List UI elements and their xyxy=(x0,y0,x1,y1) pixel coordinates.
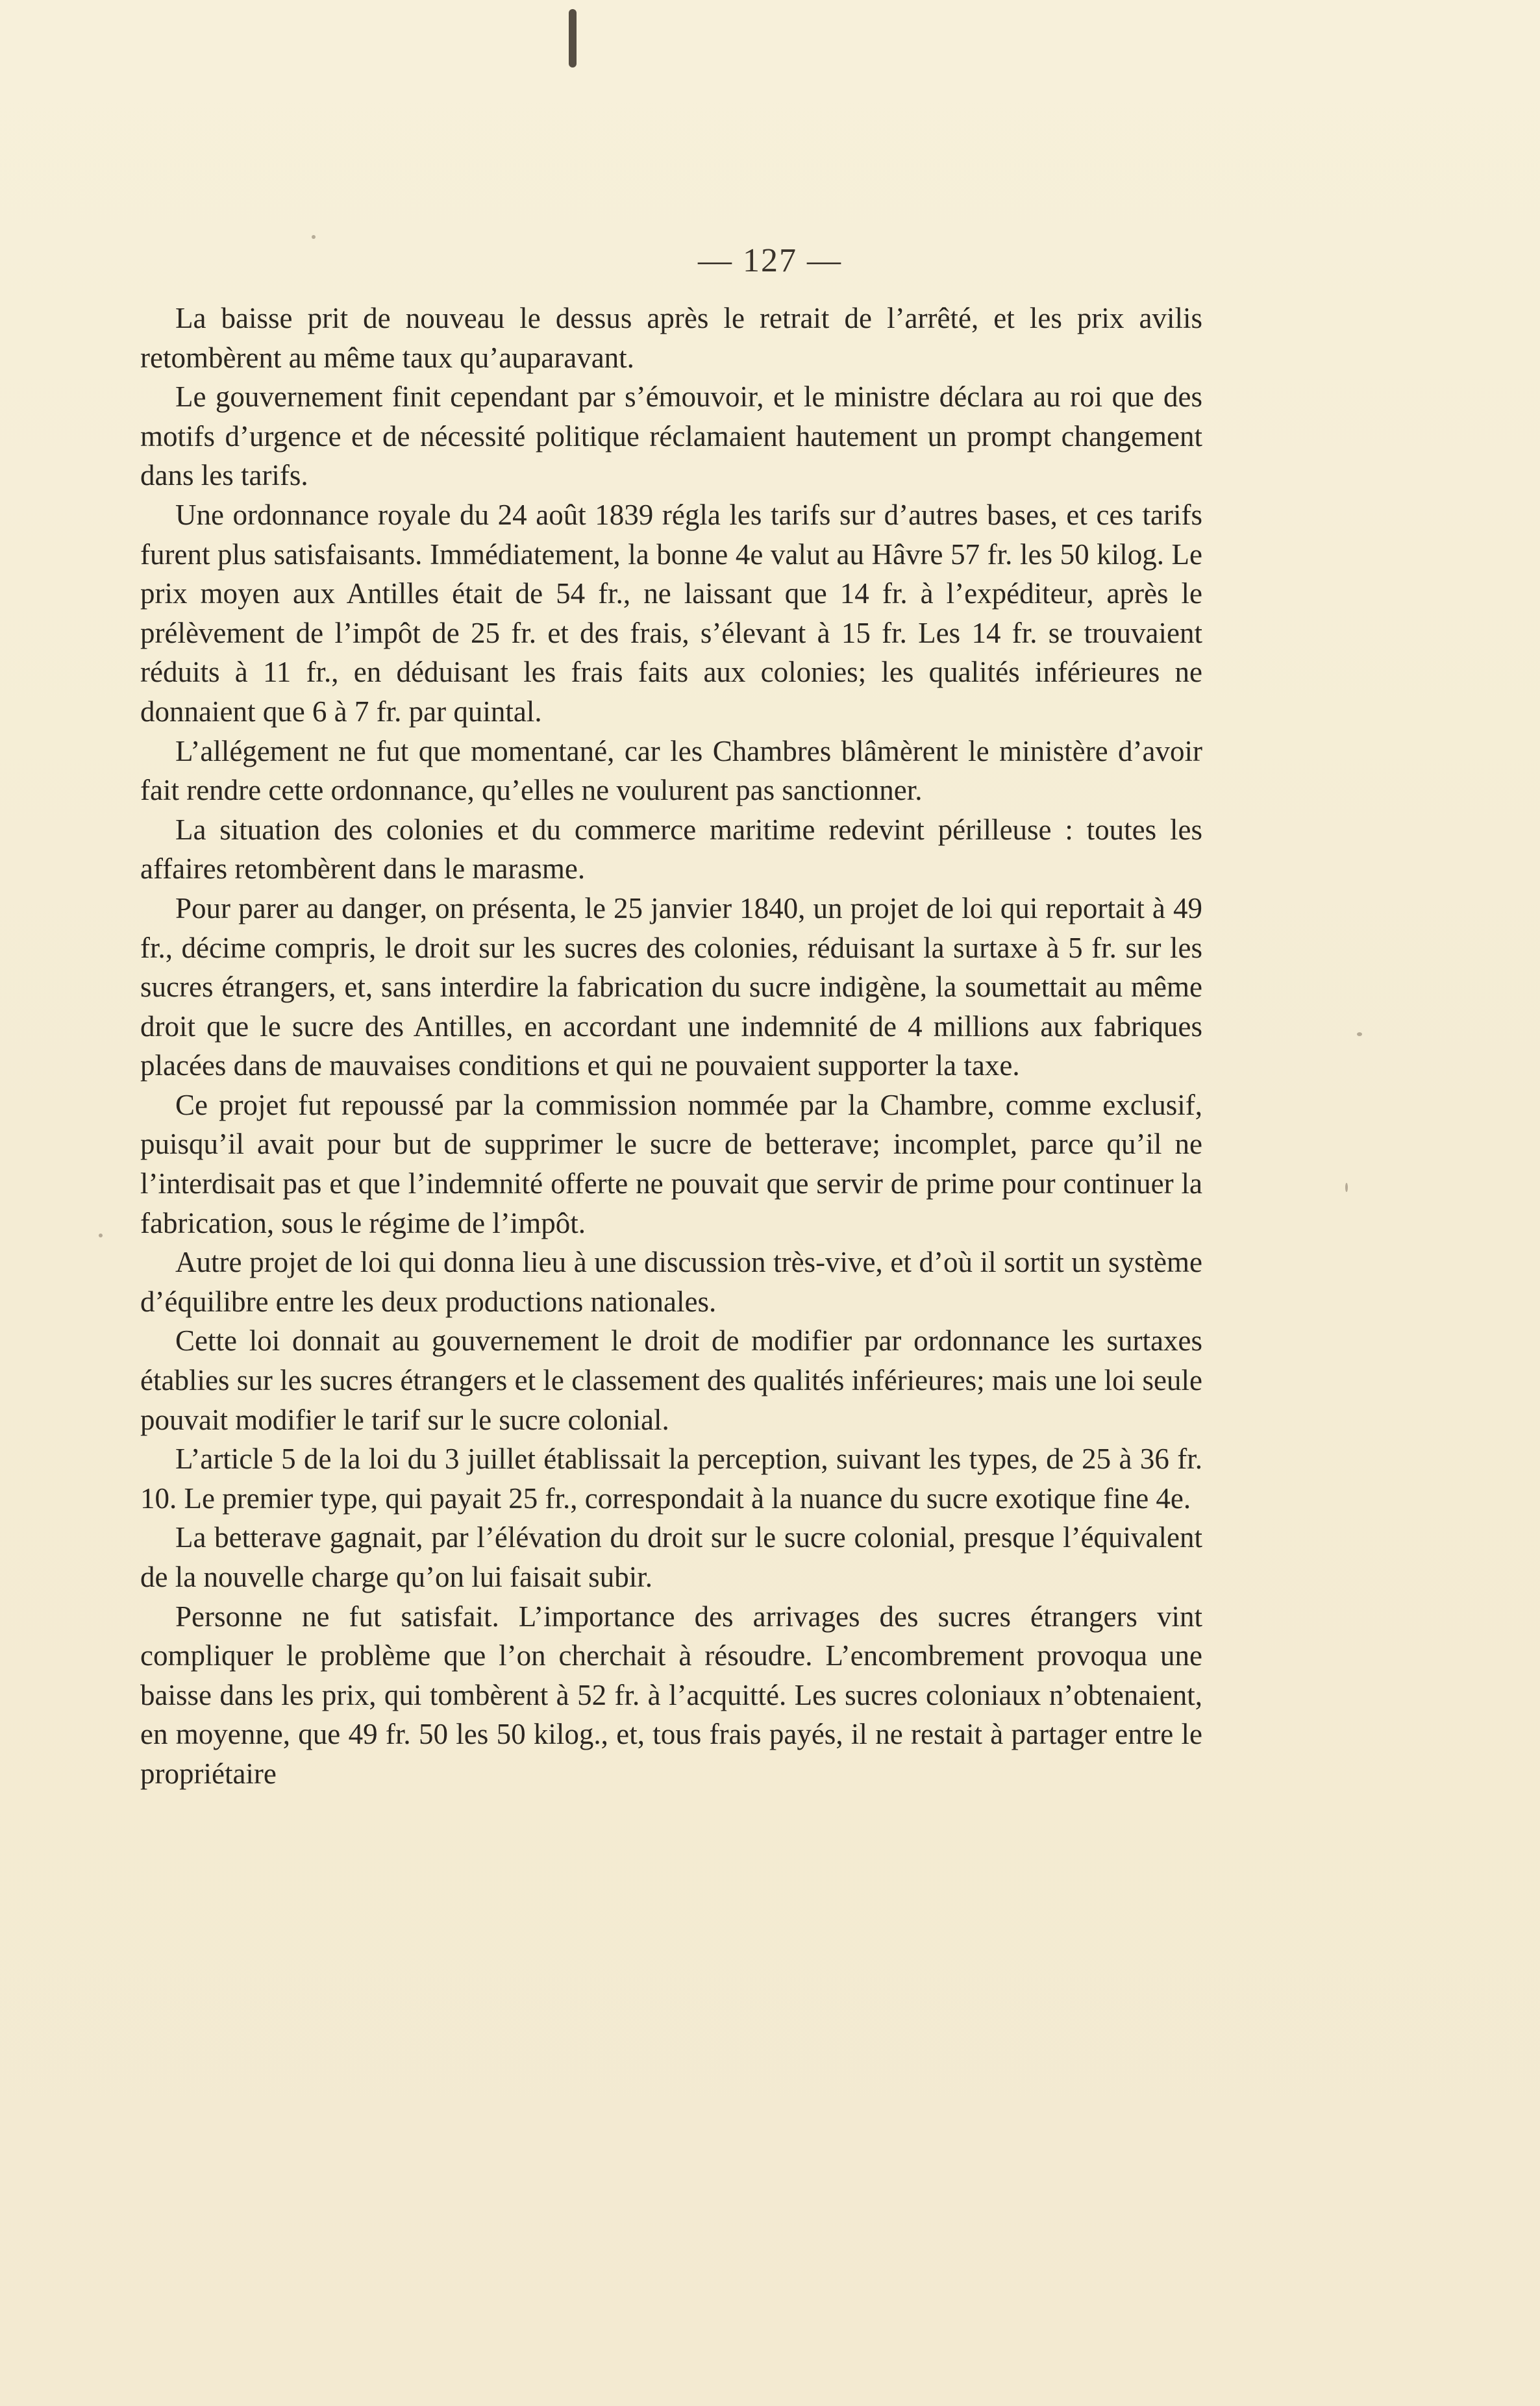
paragraph: La betterave gagnait, par l’élévation du droit sur le sucre colonial, presque l’équivalent de la nouvelle charge qu’on lui faisait subir. xyxy=(140,1521,1202,1593)
paper-speck xyxy=(1357,1032,1362,1036)
page-number: — 127 — xyxy=(698,242,842,279)
paper-speck xyxy=(99,1234,103,1237)
paragraph: L’article 5 de la loi du 3 juillet établissait la perception, suivant les types, de 25 à 36 fr. 10. Le premier type, qui payait 25 fr., correspondait à la nuance du sucre exotique fine 4e. xyxy=(140,1443,1202,1515)
paragraph: Pour parer au danger, on présenta, le 25 janvier 1840, un projet de loi qui reportait à 49 fr., décime compris, le droit sur les sucres des colonies, réduisant la surtaxe à 5 fr. sur les sucres étrangers, et, sans interdire la fabrication du sucre indigène, la soumettait au même droit que le sucre des Antilles, en accordant une indemnité de 4 millions aux fabriques placées dans de mauvaises conditions et qui ne pouvaient supporter la taxe. xyxy=(140,891,1202,1082)
paper-speck xyxy=(312,235,316,239)
paragraph: L’allégement ne fut que momentané, car les Chambres blâmèrent le ministère d’avoir fait rendre cette ordonnance, qu’elles ne voulurent pas sanctionner. xyxy=(140,734,1202,807)
paragraph: Ce projet fut repoussé par la commission nommée par la Chambre, comme exclusif, puisqu’il avait pour but de supprimer le sucre de betterave; incomplet, parce qu’il ne l’interdisait pas et que l’indemnité offerte ne pouvait que servir de prime pour continuer la fabrication, sous le régime de l’impôt. xyxy=(140,1088,1202,1239)
paragraph: Autre projet de loi qui donna lieu à une discussion très-vive, et d’où il sortit un système d’équilibre entre les deux productions nationales. xyxy=(140,1246,1202,1318)
body-text xyxy=(140,299,1202,1794)
paragraph: Une ordonnance royale du 24 août 1839 régla les tarifs sur d’autres bases, et ces tarifs furent plus satisfaisants. Immédiatement, la bonne 4e valut au Hâvre 57 fr. les 50 kilog. Le prix moyen aux Antilles était de 54 fr., ne laissant que 14 fr. à l’expéditeur, après le prélèvement de l’impôt de 25 fr. et des frais, s’élevant à 15 fr. Les 14 fr. se trouvaient réduits à 11 fr., en déduisant les frais faits aux colonies; les qualités inférieures ne donnaient que 6 à 7 fr. par quintal. xyxy=(140,498,1202,728)
ink-mark xyxy=(569,9,577,68)
paragraph: Personne ne fut satisfait. L’importance des arrivages des sucres étrangers vint compliquer le problème que l’on cherchait à résoudre. L’encombrement provoqua une baisse dans les prix, qui tombèrent à 52 fr. à l’acquitté. Les sucres coloniaux n’obtenaient, en moyenne, que 49 fr. 50 les 50 kilog., et, tous frais payés, il ne restait à partager entre le propriétaire xyxy=(140,1600,1202,1790)
paragraph: La baisse prit de nouveau le dessus après le retrait de l’arrêté, et les prix avilis retombèrent au même taux qu’auparavant. xyxy=(140,302,1202,374)
paragraph: Le gouvernement finit cependant par s’émouvoir, et le ministre déclara au roi que des motifs d’urgence et de nécessité politique réclamaient hautement un prompt changement dans les tarifs. xyxy=(140,380,1202,492)
paragraph: Cette loi donnait au gouvernement le droit de modifier par ordonnance les surtaxes établies sur les sucres étrangers et le classement des qualités inférieures; mais une loi seule pouvait modifier le tarif sur le sucre colonial. xyxy=(140,1324,1202,1436)
paragraph: La situation des colonies et du commerce maritime redevint périlleuse : toutes les affaires retombèrent dans le marasme. xyxy=(140,813,1202,886)
paper-speck xyxy=(1345,1183,1348,1192)
